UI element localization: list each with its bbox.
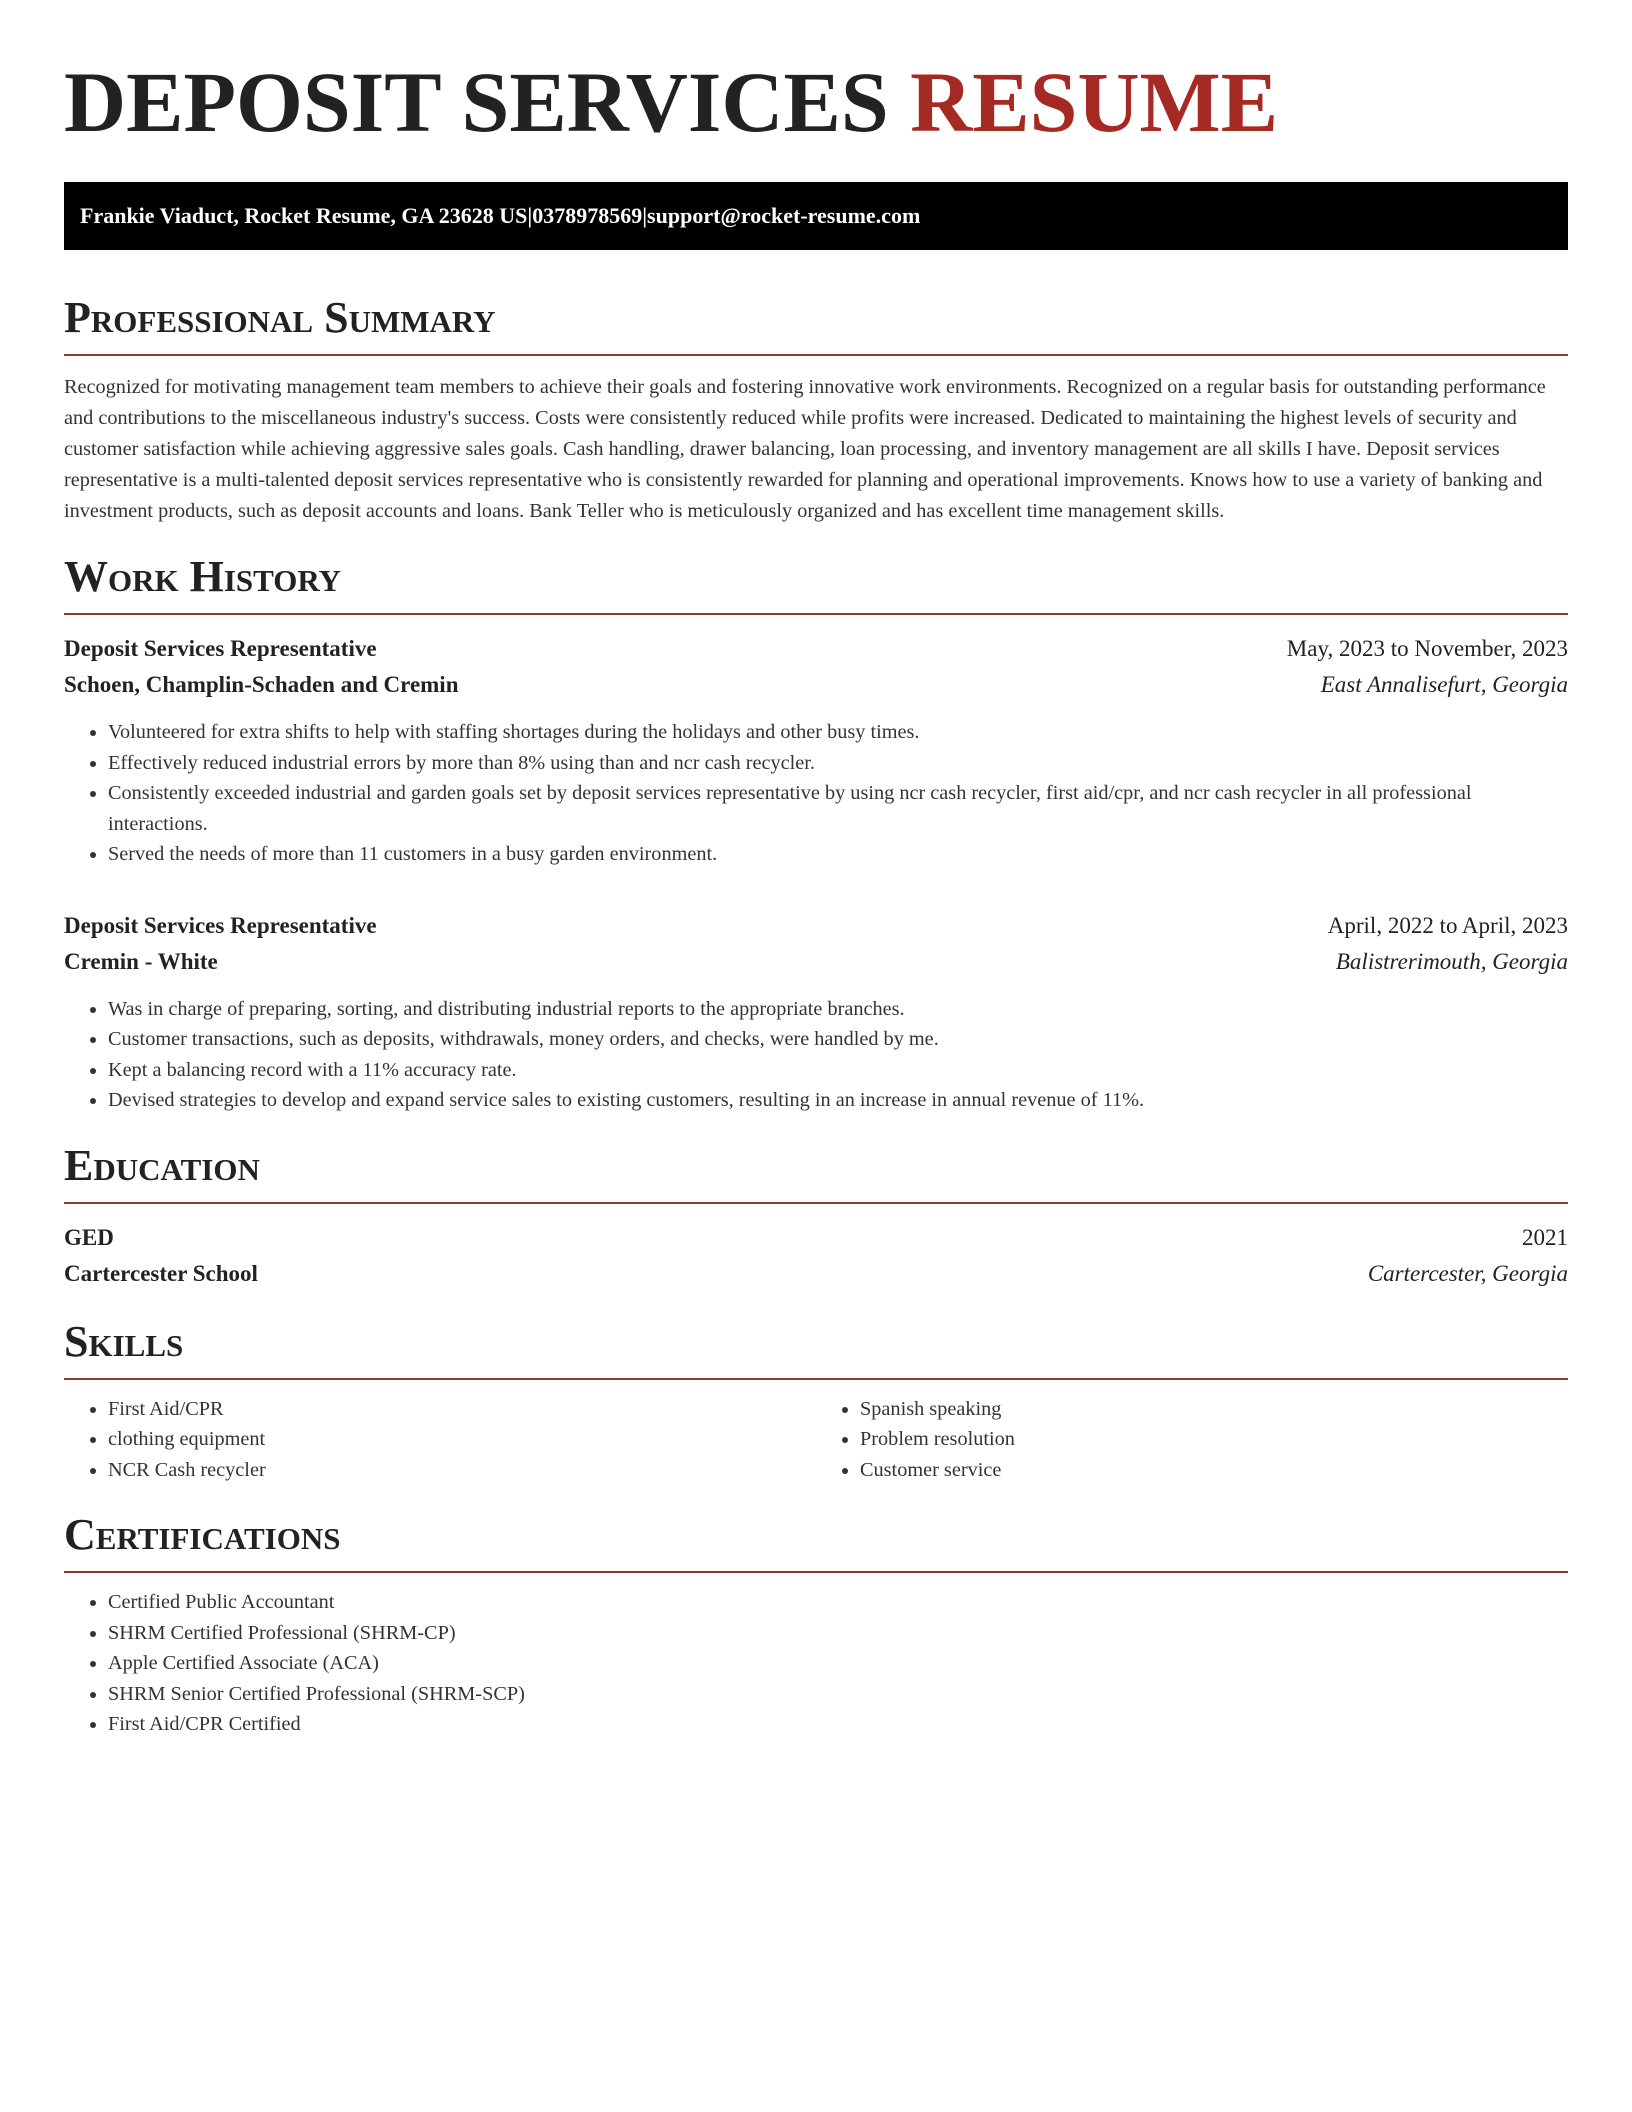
job-bullets	[64, 994, 1568, 1116]
education-degree-row	[64, 1220, 1568, 1256]
education-school-row	[64, 1256, 1568, 1292]
job-bullets	[64, 717, 1568, 870]
job-entry	[64, 908, 1568, 1116]
summary-section	[64, 294, 1568, 527]
section-title-skills: Skills	[64, 1318, 1568, 1380]
list-item: • Consistently exceeded industrial and garden goals set by deposit services representative by using ncr cash recycler, first aid/cpr, and ncr cash recycler in all professional interactions.	[108, 778, 1568, 839]
list-item: • Effectively reduced industrial errors by more than 8% using than and ncr cash recycler.	[108, 748, 1568, 779]
list-item: • Was in charge of preparing, sorting, and distributing industrial reports to the appropriate branches.	[108, 994, 1568, 1025]
skill-item: • clothing equipment	[108, 1424, 816, 1455]
job-location: East Annalisefurt, Georgia	[1320, 672, 1568, 697]
list-item: • Volunteered for extra shifts to help with staffing shortages during the holidays and other busy times.	[108, 717, 1568, 748]
skill-item: • NCR Cash recycler	[108, 1455, 816, 1486]
job-title-row	[64, 631, 1568, 667]
job-title: Deposit Services Representative	[64, 912, 377, 938]
work-history-section	[64, 553, 1568, 1116]
contact-separator: |	[642, 203, 648, 228]
section-title-summary: Professional Summary	[64, 294, 1568, 356]
contact-address: Frankie Viaduct, Rocket Resume, GA 23628 US	[80, 203, 528, 228]
list-item: • Devised strategies to develop and expand service sales to existing customers, resulting in an increase in annual revenue of 11%.	[108, 1085, 1568, 1116]
skills-grid	[64, 1394, 1568, 1486]
job-location: Balistrerimouth, Georgia	[1335, 948, 1568, 974]
certification-item: • Apple Certified Associate (ACA)	[108, 1648, 1568, 1679]
skill-item: • Spanish speaking	[860, 1394, 1568, 1425]
contact-email[interactable]: support@rocket-resume.com	[647, 203, 921, 228]
skill-item: • Problem resolution	[860, 1424, 1568, 1455]
contact-separator: |	[527, 203, 533, 228]
education-degree: GED	[64, 1224, 114, 1250]
education-section	[64, 1142, 1568, 1292]
title-accent: RESUME	[910, 54, 1279, 150]
contact-phone: 0378978569	[532, 203, 643, 228]
section-title-work-history: Work History	[64, 553, 1568, 615]
job-entry	[64, 631, 1568, 870]
title-main: DEPOSIT SERVICES	[64, 54, 889, 150]
contact-bar	[64, 182, 1568, 250]
certification-item: • SHRM Senior Certified Professional (SHRM-SCP)	[108, 1679, 1568, 1710]
section-title-education: Education	[64, 1142, 1568, 1204]
list-item: • Customer transactions, such as deposits, withdrawals, money orders, and checks, were handled by me.	[108, 1024, 1568, 1055]
education-location: Cartercester, Georgia	[1367, 1260, 1568, 1286]
job-title-row	[64, 908, 1568, 944]
education-entry	[64, 1220, 1568, 1292]
job-dates: April, 2022 to April, 2023	[1327, 912, 1568, 938]
job-company-row	[64, 667, 1568, 703]
job-company: Schoen, Champlin-Schaden and Cremin	[64, 672, 459, 697]
resume-title	[64, 52, 1568, 152]
skills-section	[64, 1318, 1568, 1486]
job-dates: May, 2023 to November, 2023	[1286, 636, 1568, 661]
certifications-section	[64, 1511, 1568, 1740]
certification-item: • Certified Public Accountant	[108, 1587, 1568, 1618]
skills-list-left	[64, 1394, 816, 1486]
certifications-list	[64, 1587, 1568, 1740]
list-item: • Kept a balancing record with a 11% accuracy rate.	[108, 1055, 1568, 1086]
job-title: Deposit Services Representative	[64, 636, 377, 661]
skill-item: • Customer service	[860, 1455, 1568, 1486]
education-year: 2021	[1522, 1224, 1568, 1250]
summary-text: Recognized for motivating management team members to achieve their goals and fostering innovative work environments. Recognized on a regular basis for outstanding performance and contributions to the miscellaneous industry's success. Costs were consistently reduced while profits were increased. Dedicated to maintaining the highest levels of security and customer satisfaction while achieving aggressive sales goals. Cash handling, drawer balancing, loan processing, and inventory management are all skills I have. Deposit services representative is a multi-talented deposit services representative who is consistently rewarded for planning and operational improvements. Knows how to use a variety of banking and investment products, such as deposit accounts and loans. Bank Teller who is meticulously organized and has excellent time management skills.	[64, 376, 1546, 522]
section-title-certifications: Certifications	[64, 1511, 1568, 1573]
job-company: Cremin - White	[64, 948, 218, 974]
education-school: Cartercester School	[64, 1260, 258, 1286]
skill-item: • First Aid/CPR	[108, 1394, 816, 1425]
list-item: • Served the needs of more than 11 customers in a busy garden environment.	[108, 839, 1568, 870]
certification-item: • SHRM Certified Professional (SHRM-CP)	[108, 1618, 1568, 1649]
skills-list-right	[816, 1394, 1568, 1486]
job-company-row	[64, 944, 1568, 980]
certification-item: • First Aid/CPR Certified	[108, 1709, 1568, 1740]
